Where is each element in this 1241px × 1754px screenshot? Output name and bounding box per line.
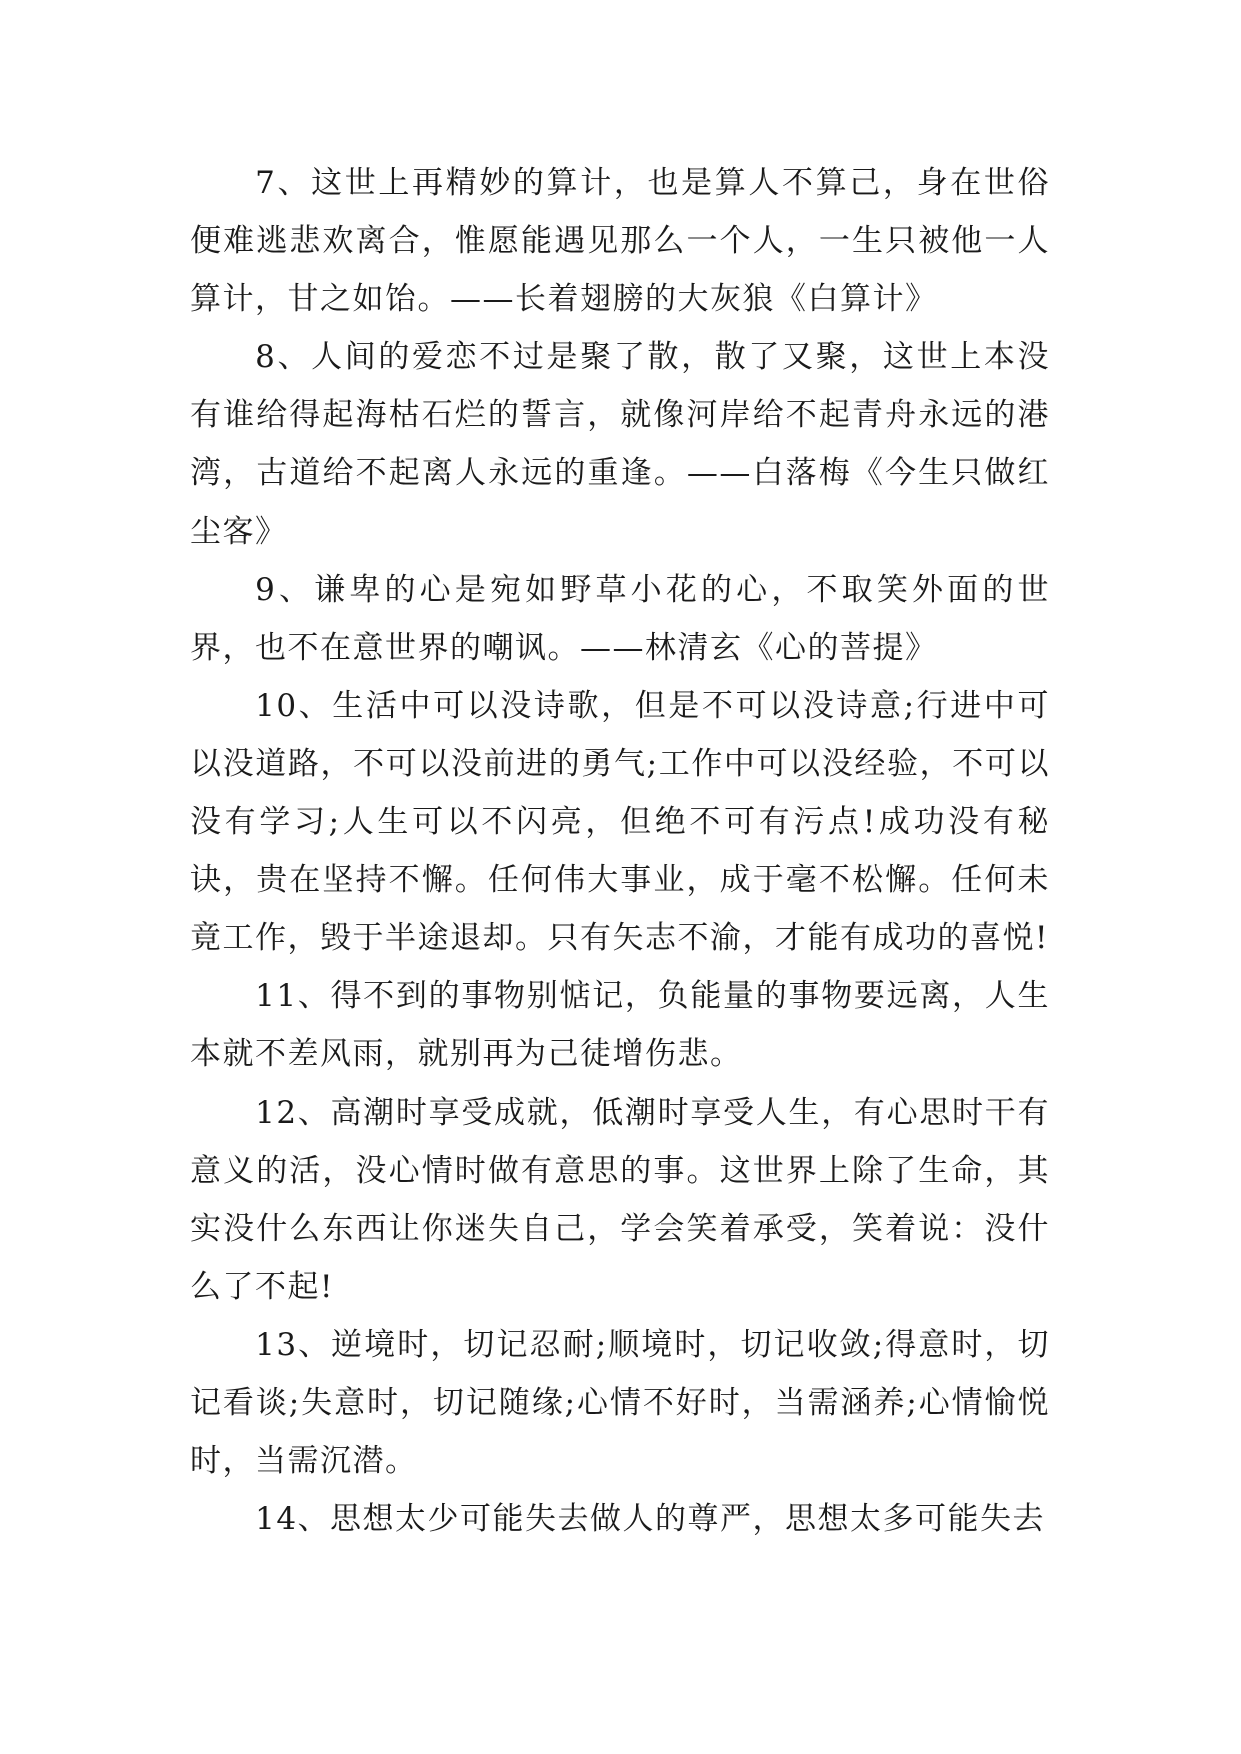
- paragraph-quote-7: 7、这世上再精妙的算计，也是算人不算己，身在世俗便难逃悲欢离合，惟愿能遇见那么一个人，一生只被他一人算计，甘之如饴。——长着翅膀的大灰狼《白算计》: [190, 165, 1050, 318]
- paragraph-quote-11: 11、得不到的事物别惦记，负能量的事物要远离，人生本就不差风雨，就别再为己徒增伤悲。: [190, 978, 1050, 1073]
- paragraph-quote-13: 13、逆境时，切记忍耐;顺境时，切记收敛;得意时，切记看谈;失意时，切记随缘;心情不好时，当需涵养;心情愉悦时，当需沉潜。: [190, 1326, 1050, 1480]
- paragraph-quote-12: 12、高潮时享受成就，低潮时享受人生，有心思时干有意义的活，没心情时做有意思的事。这世界上除了生命，其实没什么东西让你迷失自己，学会笑着承受，笑着说：没什么了不起!: [190, 1094, 1050, 1305]
- paragraph-quote-9: 9、谦卑的心是宛如野草小花的心，不取笑外面的世界，也不在意世界的嘲讽。——林清玄《心的菩提》: [190, 571, 1050, 666]
- paragraph-quote-8: 8、人间的爱恋不过是聚了散，散了又聚，这世上本没有谁给得起海枯石烂的誓言，就像河岸给不起青舟永远的港湾，古道给不起离人永远的重逢。——白落梅《今生只做红尘客》: [190, 339, 1050, 550]
- document-body: [190, 154, 1050, 1548]
- paragraph-quote-10: 10、生活中可以没诗歌，但是不可以没诗意;行进中可以没道路，不可以没前进的勇气;工作中可以没经验，不可以没有学习;人生可以不闪亮，但绝不可有污点!成功没有秘诀，贵在坚持不懈。任何伟大事业，成于毫不松懈。任何未竟工作，毁于半途退却。只有矢志不渝，才能有成功的喜悦!: [190, 687, 1050, 957]
- paragraph-quote-14: 14、思想太少可能失去做人的尊严，思想太多可能失去: [255, 1501, 1046, 1538]
